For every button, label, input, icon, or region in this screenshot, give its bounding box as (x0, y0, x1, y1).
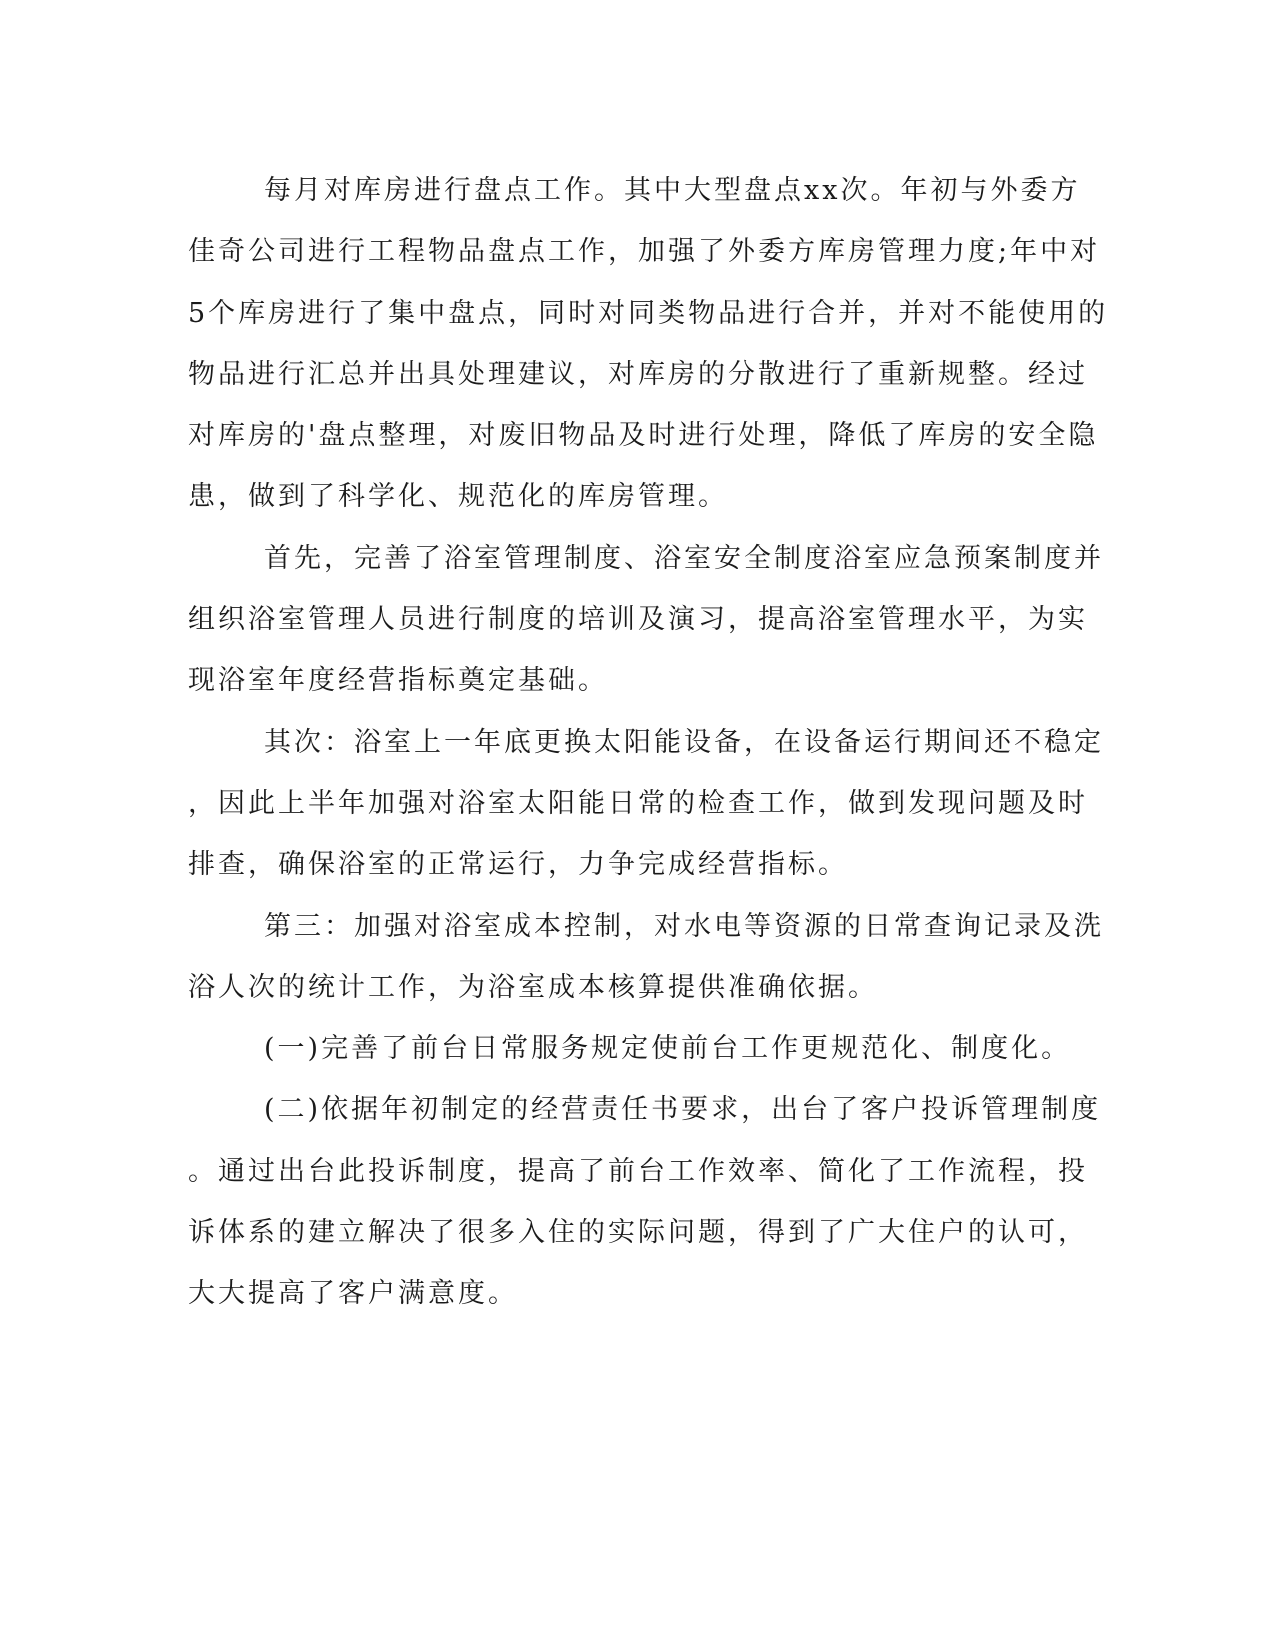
text-line: 诉体系的建立解决了很多入住的实际问题，得到了广大住户的认可， (188, 1217, 1088, 1249)
text-line: 。通过出台此投诉制度，提高了前台工作效率、简化了工作流程，投 (188, 1155, 1088, 1187)
text-line: ，因此上半年加强对浴室太阳能日常的检查工作，做到发现问题及时 (188, 787, 1088, 819)
text-line: 首先，完善了浴室管理制度、浴室安全制度浴室应急预案制度并 (264, 542, 1104, 574)
text-line: 组织浴室管理人员进行制度的培训及演习，提高浴室管理水平，为实 (188, 604, 1088, 636)
paragraph-first (188, 528, 1104, 712)
paragraph-second (188, 712, 1104, 896)
text-line: 患，做到了科学化、规范化的库房管理。 (188, 481, 728, 513)
paragraph-item-one (188, 1018, 1088, 1079)
text-line: (一)完善了前台日常服务规定使前台工作更规范化、制度化。 (264, 1033, 1072, 1065)
text-line: 物品进行汇总并出具处理建议，对库房的分散进行了重新规整。经过 (188, 358, 1088, 390)
text-line: 佳奇公司进行工程物品盘点工作，加强了外委方库房管理力度;年中对 (188, 236, 1101, 268)
text-line: 第三：加强对浴室成本控制，对水电等资源的日常查询记录及洗 (264, 910, 1104, 942)
text-line: 现浴室年度经营指标奠定基础。 (188, 665, 608, 697)
paragraph-third (188, 896, 1104, 1019)
document-body (188, 160, 1109, 1325)
text-line: 排查，确保浴室的正常运行，力争完成经营指标。 (188, 849, 848, 881)
text-line: (二)依据年初制定的经营责任书要求，出台了客户投诉管理制度 (264, 1094, 1102, 1126)
text-line: 其次：浴室上一年底更换太阳能设备，在设备运行期间还不稳定 (264, 726, 1104, 758)
text-line: 对库房的'盘点整理，对废旧物品及时进行处理，降低了库房的安全隐 (188, 420, 1099, 452)
paragraph-item-two (188, 1079, 1102, 1324)
text-line: 5个库房进行了集中盘点，同时对同类物品进行合并，并对不能使用的 (188, 297, 1109, 329)
paragraph-inventory (188, 160, 1109, 528)
text-line: 浴人次的统计工作，为浴室成本核算提供准确依据。 (188, 971, 878, 1003)
text-line: 每月对库房进行盘点工作。其中大型盘点xx次。年初与外委方 (264, 175, 1081, 206)
text-line: 大大提高了客户满意度。 (188, 1278, 518, 1310)
